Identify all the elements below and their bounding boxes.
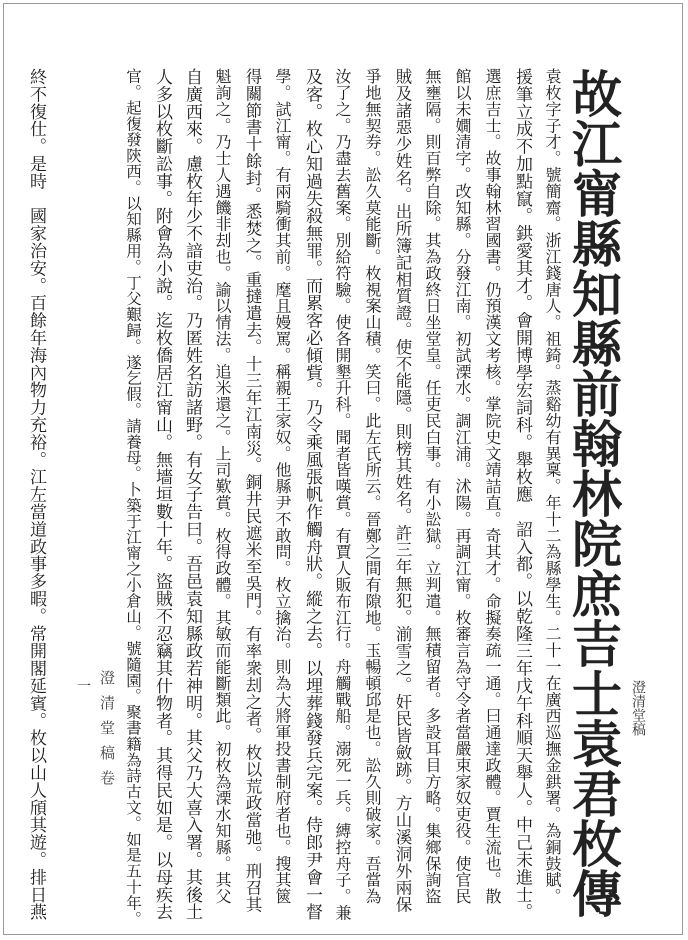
text-column: 及客。枚心知過失殺無罪。而累客必傾貲。乃令乘風張帆作觸舟狀。縱之去。以埋葬錢發兵完案。侍郎尹會一督: [302, 68, 322, 921]
text-column: 無壅隔。則百弊自除。其為政終日坐堂皇。任吏民白事。有小訟獄。立判遣。無積留者。多設耳目方略。集鄉保詢盜: [423, 68, 442, 905]
text-column: 援筆立成不加點竄。鉷愛其才。會開博學宏詞科。舉枚應 詔入都。以乾隆三年戊午科順天舉人。中己未進士。: [512, 68, 532, 921]
text-column: 得關節書十餘封。悉焚之。重撻遣去。十三年江南災。銅井民遮米至吳門。有率衆刦之者。枚以荒政當弛。刑召其: [243, 68, 262, 913]
text-column: 自廣西來。慮枚年少不諳吏治。乃匿姓名訪諸野。有女子告曰。吾邑袁知縣政若神明。其父乃大喜入署。其後土: [182, 68, 202, 921]
text-column: 賊及諸惡少姓名。出所簿記相質證。使不能隱。則榜其姓名。許三年無犯。湔雪之。奸民皆斂跡。方山溪洞外兩保: [393, 68, 412, 913]
text-column: 終不復仕。是時 國家治安。百餘年海內物力充裕。江左當道政事多暇。常開閣延賓。枚以山人頎其遊。排日燕: [26, 68, 46, 921]
text-column: 學。試江甯。有兩騎衝其前。麾且嫚罵。稱親王家奴。他縣尹不敢問。枚立擒治。則為大將軍投書制府者也。搜其篋: [273, 68, 292, 905]
text-column: 館以未嫺清字。改知縣。分發江南。初試溧水。調江浦。沭陽。再調江甯。枚審言為守令者當嚴束家奴吏役。使官民: [453, 68, 472, 905]
text-column: 官。起復發陝西。以知縣用。丁父艱歸。遂乞假。請養母。卜築于江甯之小倉山。號隨園。聚書籍為詩古文。如是五十年。: [124, 68, 142, 927]
margin-running-title: 澄清堂稿卷: [98, 670, 116, 795]
text-column: 汝了之。乃盡去舊案。別給符驗。使各開墾升科。聞者皆嘆賞。有賈人販布江行。舟觸戰船。溺死一兵。縛控舟子。兼: [333, 68, 352, 921]
page-title: 故江甯縣知縣前翰林院庶吉士袁君枚傳: [564, 68, 623, 918]
author-signature: 澄清堂稿: [630, 680, 646, 736]
text-column: 爭地無契券。訟久莫能斷。枚視案山積。笑曰。此左氏所云。晉鄭之間有隙地。玉暢頓邱是也。訟久則破家。吾當為: [363, 68, 382, 905]
text-column: 魁詢之。乃士人遇饑非刦也。諭以情法。追米還之。上司歎賞。枚得政體。其敏而能斷類此。初枚為溧水知縣。其父: [213, 68, 232, 905]
text-column: 袁枚字子才。號簡齋。浙江錢唐人。祖錡。蒸谿幼有異稟。年十二為縣學生。二十一在廣西巡撫金鉷署。為銅鼓賦。: [543, 68, 562, 905]
text-column: 選庶吉士。故事翰林習國書。仍預漢文考核。掌院史文靖詰直。奇其才。命擬奏疏一通。曰通達政體。賈生流也。散: [483, 68, 502, 905]
page-number: 一: [77, 679, 91, 695]
text-column: 人多以枚斷訟事。附會為小說。迄枚僑居江甯山。無墻垣數十年。盜賊不忍竊其什物者。其得民如是。以母疾去: [152, 68, 172, 921]
